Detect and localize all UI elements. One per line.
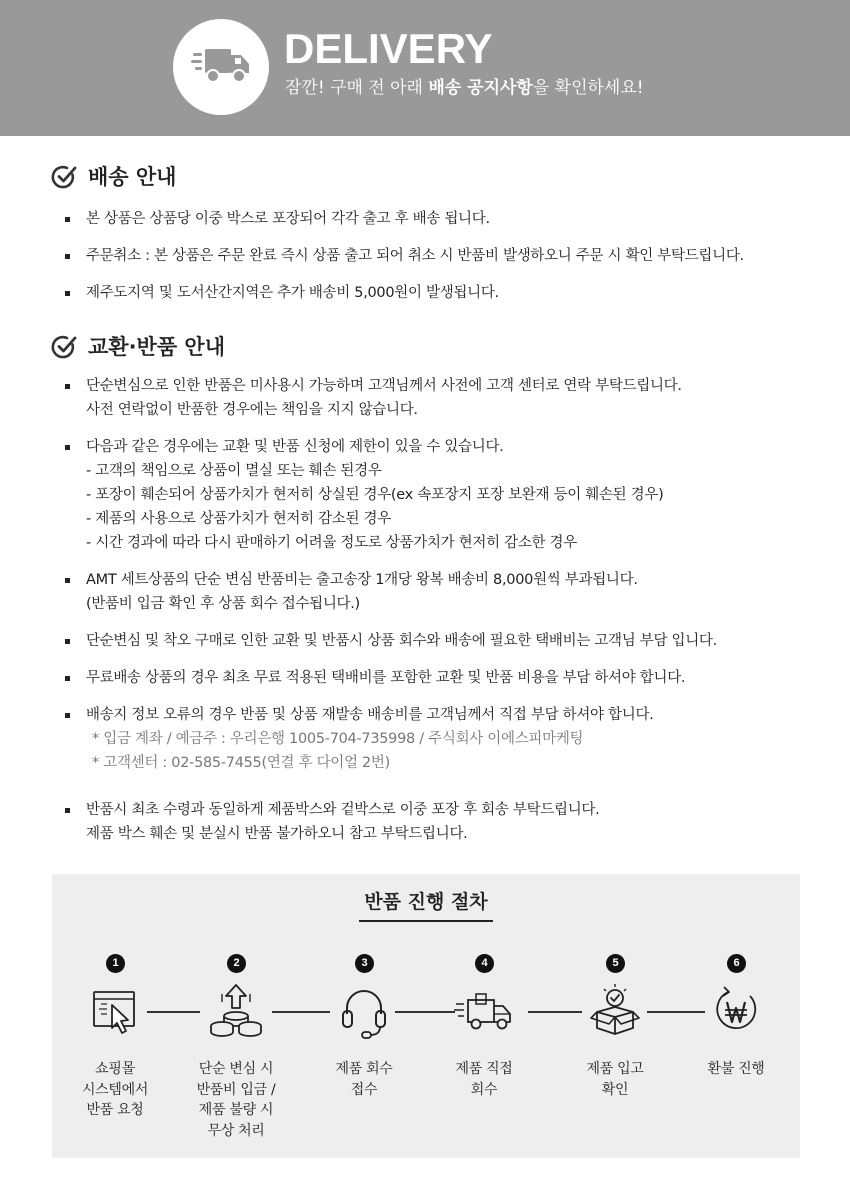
won-refund-icon [706, 982, 766, 1042]
delivery-truck-icon [454, 982, 514, 1042]
coins-upload-icon [206, 982, 266, 1042]
step-number: 3 [355, 954, 374, 973]
list-item [64, 435, 834, 555]
list-item-text: 본 상품은 상품당 이중 박스로 포장되어 각각 출고 후 배송 됩니다. [86, 211, 490, 227]
list-item-text: 배송지 정보 오류의 경우 반품 및 상품 재발송 배송비를 고객님께서 직접 부담 하셔야 합니다. [86, 707, 654, 723]
step-number: 2 [227, 954, 246, 973]
step-connector [395, 1011, 455, 1013]
list-item-text: 주문취소 : 본 상품은 주문 완료 즉시 상품 출고 되어 취소 시 반품비 발생하오니 주문 시 확인 부탁드립니다. [86, 248, 744, 264]
step-number: 1 [106, 954, 125, 973]
list-item-text: (반품비 입금 확인 후 상품 회수 접수됩니다.) [86, 596, 360, 612]
process-title: 반품 진행 절차 [364, 891, 488, 913]
list-item-text: - 고객의 책임으로 상품이 멸실 또는 훼손 된경우 [86, 463, 382, 479]
truck-icon-circle [173, 19, 269, 115]
list-item-note: * 고객센터 : 02-585-7455(연결 후 다이얼 2번) [92, 755, 390, 771]
computer-cursor-icon [85, 982, 145, 1042]
step-connector [147, 1011, 200, 1013]
list-item [64, 629, 834, 653]
list-item-text: AMT 세트상품의 단순 변심 반품비는 출고송장 1개당 왕복 배송비 8,000원씩 부과됩니다. [86, 572, 638, 588]
step-connector [272, 1011, 330, 1013]
list-item-note: * 입금 계좌 / 예금주 : 우리은행 1005-704-735998 / 주식회사 이에스피마케팅 [92, 731, 584, 747]
process-title-underline [359, 920, 493, 922]
shipping-section-header [50, 163, 176, 191]
returns-section-header [50, 333, 225, 361]
step-label: 단순 변심 시 반품비 입금 / 제품 불량 시 무상 처리 [196, 1061, 276, 1139]
step-label: 제품 회수 접수 [335, 1061, 393, 1098]
step-label: 제품 입고 확인 [586, 1061, 644, 1098]
list-item-text: 무료배송 상품의 경우 최초 무료 적용된 택배비를 포함한 교환 및 반품 비용을 부담 하셔야 합니다. [86, 670, 686, 686]
list-item [64, 568, 834, 616]
headset-icon [334, 982, 394, 1042]
step-connector [528, 1011, 582, 1013]
list-item [64, 244, 834, 268]
banner-subtitle: 잠깐! 구매 전 아래 배송 공지사항을 확인하세요! [285, 78, 644, 98]
list-item [64, 374, 834, 422]
list-item-text: 제주도지역 및 도서산간지역은 추가 배송비 5,000원이 발생됩니다. [86, 285, 499, 301]
step-number: 4 [475, 954, 494, 973]
truck-icon [191, 43, 253, 89]
step-number: 5 [606, 954, 625, 973]
list-item-text: 단순변심 및 착오 구매로 인한 교환 및 반품시 상품 회수와 배송에 필요한 택배비는 고객님 부담 입니다. [86, 633, 717, 649]
list-item-text: 사전 연락없이 반품한 경우에는 책임을 지지 않습니다. [86, 402, 418, 418]
list-item [64, 798, 834, 846]
shipping-title: 배송 안내 [88, 165, 177, 189]
list-item-text: 다음과 같은 경우에는 교환 및 반품 신청에 제한이 있을 수 있습니다. [86, 439, 504, 455]
step-label: 제품 직접 회수 [455, 1061, 513, 1098]
delivery-banner [0, 0, 850, 136]
step-label: 쇼핑몰 시스템에서 반품 요청 [81, 1061, 149, 1118]
check-circle-icon [50, 163, 78, 191]
list-item-text: 반품시 최초 수령과 동일하게 제품박스와 겉박스로 이중 포장 후 회송 부탁드립니다. [86, 802, 600, 818]
list-item-text: 제품 박스 훼손 및 분실시 반품 불가하오니 참고 부탁드립니다. [86, 826, 468, 842]
list-item-text: 단순변심으로 인한 반품은 미사용시 가능하며 고객님께서 사전에 고객 센터로 연락 부탁드립니다. [86, 378, 682, 394]
step-connector [647, 1011, 705, 1013]
list-item [64, 281, 834, 305]
list-item [64, 703, 834, 775]
box-check-icon [585, 982, 645, 1042]
shipping-list [64, 207, 834, 318]
list-item [64, 207, 834, 231]
returns-list [64, 374, 834, 846]
step-label: 환불 진행 [707, 1061, 765, 1077]
return-process-panel [52, 874, 800, 1158]
returns-title: 교환·반품 안내 [88, 335, 226, 359]
list-item-text: - 포장이 훼손되어 상품가치가 현저히 상실된 경우(ex 속포장지 포장 보완재 등이 훼손된 경우) [86, 487, 664, 503]
check-circle-icon [50, 333, 78, 361]
step-number: 6 [727, 954, 746, 973]
list-item [64, 666, 834, 690]
list-item-text: - 제품의 사용으로 상품가치가 현저히 감소된 경우 [86, 511, 391, 527]
banner-title: DELIVERY [284, 25, 493, 72]
list-item-text: - 시간 경과에 따라 다시 판매하기 어려울 정도로 상품가치가 현저히 감소한 경우 [86, 535, 577, 551]
